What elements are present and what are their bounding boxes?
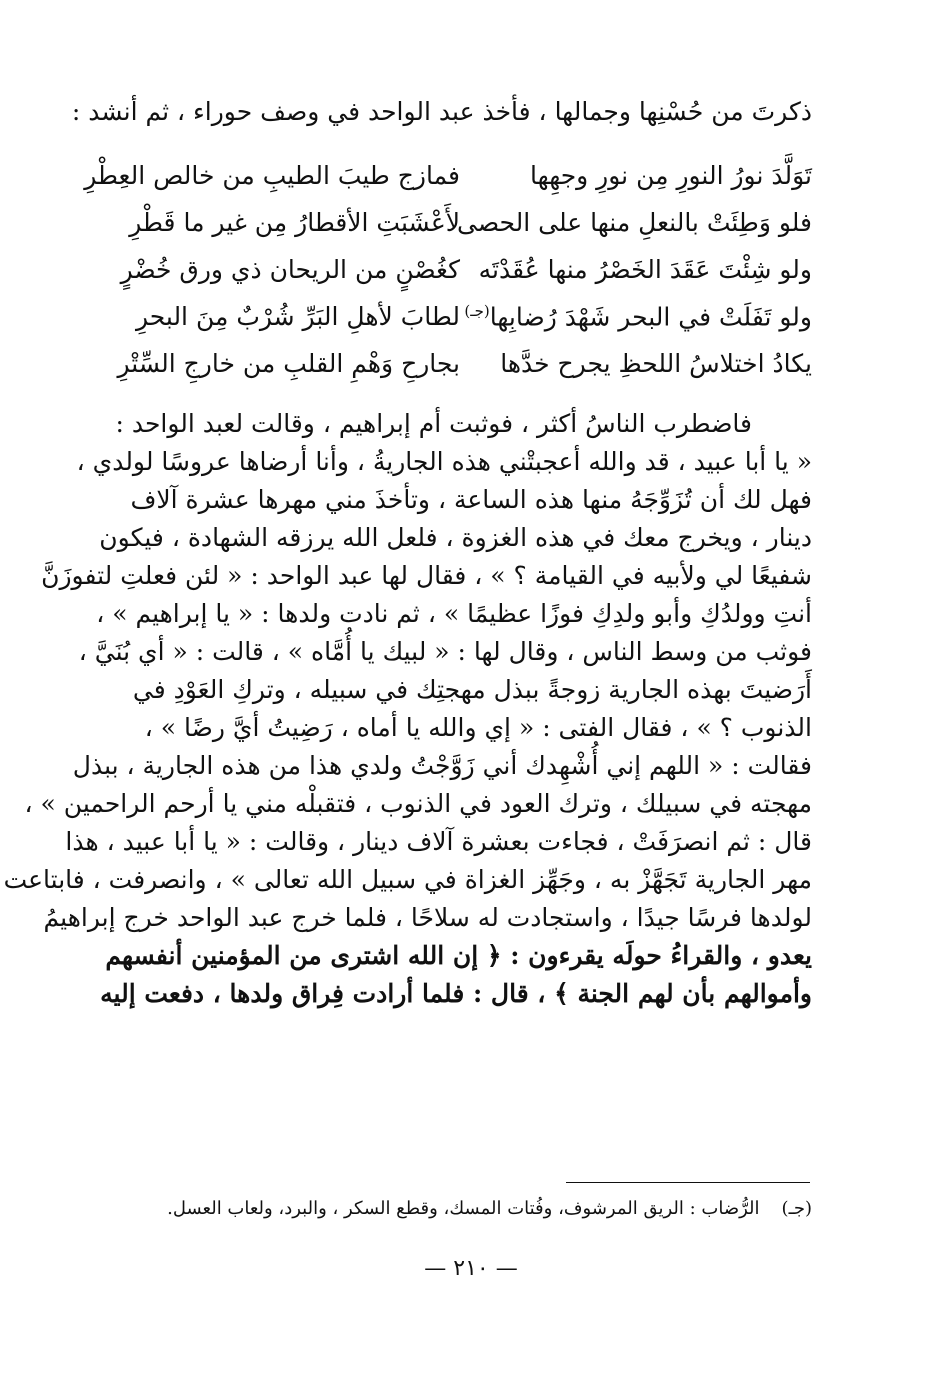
prose-line: أنتِ وولدُكِ وأبو ولدِكِ فوزًا عظيمًا » ، ثم نادت ولدها : « يا إبراهيم » ، (96, 599, 812, 628)
prose-line: الذنوب ؟ » ، فقال الفتى : « إي والله يا أماه ، رَضِيتُ أيَّ رضًا » ، (144, 713, 812, 742)
footnote-text: الرُّضاب : الريق المرشوف، وفُتات المسك، وقطع السكر ، والبرد، ولعاب العسل. (167, 1198, 760, 1219)
prose-line: فوثب من وسط الناس ، وقال لها : « لبيك يا أُمَّاه » ، قالت : « أي بُنَيَّ ، (78, 637, 812, 666)
prose-line: شفيعًا لي ولأبيه في القيامة ؟ » ، فقال لها عبد الواحد : « لئن فعلتِ لتفوزَنَّ (41, 561, 812, 590)
verse-first-hemistich: فلو وَطِئَتْ بالنعلِ منها على الحصى (457, 208, 812, 237)
poem-verse (118, 293, 812, 340)
prose-line: « يا أبا عبيد ، قد والله أعجبتْني هذه الجاريةُ ، وأنا أرضاها عروسًا لولدي ، (76, 447, 812, 476)
prose-line-quran: وأموالهم بأن لهم الجنة ﴾ ، قال : فلما أرادت فِراق ولدها ، دفعت إليه (100, 979, 812, 1008)
verse-first-hemistich: تَوَلَّدَ نورُ النورِ مِن نورِ وجهِها (530, 161, 812, 190)
prose-line: لولدها فرسًا جيدًا ، واستجادت له سلاحًا ، فلما خرج عبد الواحد خرج إبراهيمُ (43, 903, 812, 932)
prose-line: فاضطرب الناسُ أكثر ، فوثبت أم إبراهيم ، وقالت لعبد الواحد : (115, 409, 752, 438)
prose-line: فقالت : « اللهم إني أُشْهِدك أني زَوَّجْتُ ولدي هذا من هذه الجارية ، ببذل (72, 751, 812, 780)
verse-second-hemistich: فمازج طيبَ الطيبِ من خالص العِطْرِ (84, 161, 460, 190)
intro-line: ذكرتَ من حُسْنِها وجمالها ، فأخذ عبد الواحد في وصف حوراء ، ثم أنشد : (71, 97, 812, 126)
footnote-divider (566, 1182, 810, 1183)
prose-line: فهل لك أن تُزَوِّجَهُ منها هذه الساعة ، وتأخذَ مني مهرها عشرة آلاف (130, 485, 812, 514)
poem-verse (118, 199, 812, 246)
prose-line: مهر الجارية تَجَهَّزْ به ، وجَهِّز الغزاة في سبيل الله تعالى » ، وانصرفت ، فابتاعت (3, 865, 812, 894)
verse-first-hemistich-with-note (460, 302, 812, 331)
poem-verse (84, 152, 812, 199)
footnote (118, 1198, 812, 1219)
verse-first-hemistich: يكادُ اختلاسُ اللحظِ يجرح خدَّها (500, 349, 812, 378)
poem (84, 152, 812, 387)
prose-line: أَرَضيتَ بهذه الجارية زوجةً ببذل مهجتِك في سبيله ، وتركِ العَوْدِ في (132, 675, 812, 704)
footnote-label: (جـ) (781, 1198, 812, 1219)
verse-second-hemistich: لطابَ لأهلِ البَرِّ شُرْبٌ مِنَ البحرِ (135, 302, 460, 331)
page-number: — ٢١٠ — (424, 1256, 518, 1281)
verse-first-hemistich: ولو تَفَلَتْ في البحر شَهْدَ رُضابِها (489, 302, 812, 332)
prose-line: قال : ثم انصرَفَتْ ، فجاءت بعشرة آلاف دينار ، وقالت : « يا أبا عبيد ، هذا (65, 827, 812, 856)
poem-verse (118, 246, 812, 293)
verse-second-hemistich: بجارحِ وَهْمِ القلبِ من خارجِ السِّتْرِ (117, 349, 460, 378)
prose-line: مهجته في سبيلك ، وترك العود في الذنوب ، فتقبلْه مني يا أرحم الراحمين » ، (24, 789, 812, 818)
verse-second-hemistich: كغُصْنٍ من الريحان ذي ورق خُضْرٍ (120, 255, 460, 284)
poem-verse (118, 340, 812, 387)
prose-line-quran: يعدو ، والقراءُ حولَه يقرءون : ﴿ إن الله اشترى من المؤمنين أنفسهم (105, 941, 812, 970)
verse-second-hemistich: لأَعْشَبَتِ الأقطارُ مِن غير ما قَطْرِ (129, 208, 460, 237)
prose-paragraph (3, 405, 812, 1013)
footnote-marker: (جـ) (464, 301, 490, 320)
prose-line: دينار ، ويخرج معك في هذه الغزوة ، فلعل الله يرزقه الشهادة ، فيكون (99, 523, 812, 552)
verse-first-hemistich: ولو شِئْتَ عَقَدَ الخَصْرُ منها عُقَدْتَه (478, 255, 812, 284)
